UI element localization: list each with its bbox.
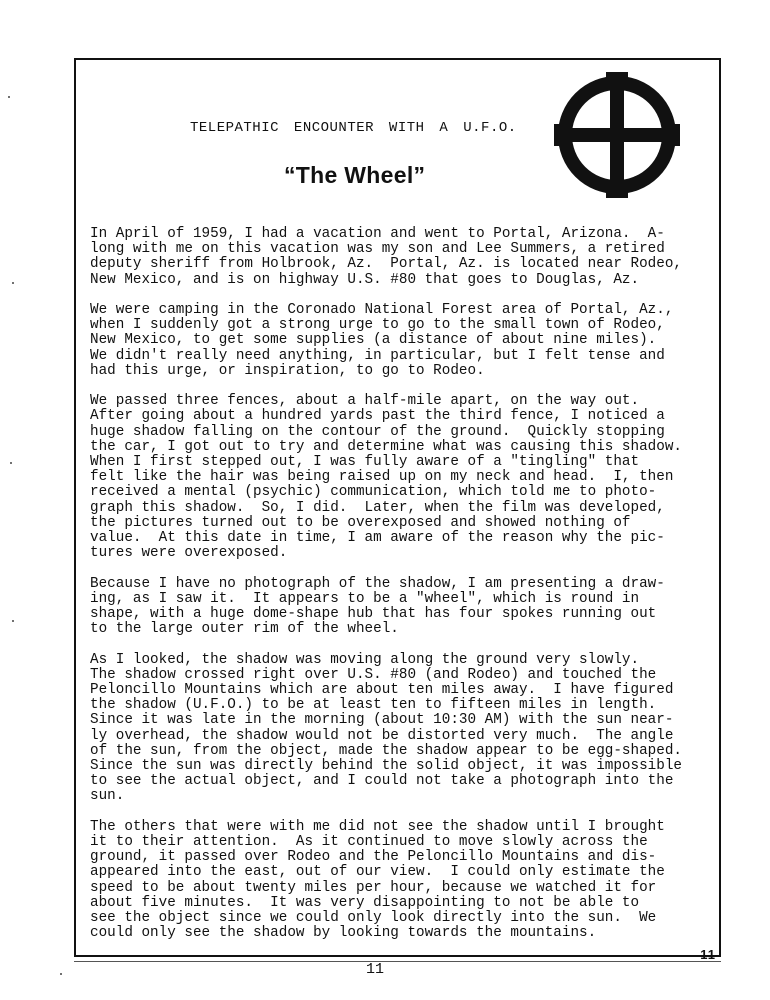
paragraph: As I looked, the shadow was moving along the ground very slowly. The shadow crossed right over U.S. #80 (and Rodeo) and touched the Peloncillo Mountains which are about ten miles away. I have figured the shadow (U.F.O.) to be at least ten to fifteen miles in length. Since it was late in the morning (about 10:30 AM) with the sun near- ly overhead, the shadow would not be distorted very much. The angle of the sun, from the object, made the shadow appear to be egg-shaped. Since the sun was directly behind the solid object, it was impossible to see the actual object, and I could not take a photograph into the sun.	[90, 651, 682, 805]
scan-speck	[60, 973, 62, 975]
scan-speck	[8, 96, 10, 98]
paragraph: The others that were with me did not see the shadow until I brought it to their attention. As it continued to move slowly across the ground, it passed over Rodeo and the Peloncillo Mountains and dis- appeared into the east, out of our view. I could only estimate the speed to be about twenty miles per hour, because we watched it for about five minutes. It was very disappointing to not be able to see the object since we could only look directly into the sun. We could only see the shadow by looking towards the mountains.	[90, 818, 665, 942]
paragraph: We were camping in the Coronado National Forest area of Portal, Az., when I suddenly got a strong urge to go to the small town of Rodeo, New Mexico, to get some supplies (a distance of about nine miles). We didn't really need anything, in particular, but I felt tense and had this urge, or inspiration, to go to Rodeo.	[90, 302, 674, 379]
article-title: “The Wheel”	[284, 162, 426, 188]
scan-speck	[12, 282, 14, 284]
paragraph: We passed three fences, about a half-mile apart, on the way out. After going about a hundred yards past the third fence, I noticed a huge shadow falling on the contour of the ground. Quickly stopping the car, I got out to try and determine what was causing this shadow. When I first stepped out, I was fully aware of a "tingling" that felt like the hair was being raised up on my neck and head. I, then received a mental (psychic) communication, which told me to photo- graph this shadow. So, I did. Later, when the film was developed, the pictures turned out to be overexposed and showed nothing of value. At this date in time, I am aware of the reason why the pic- tures were overexposed.	[90, 393, 682, 562]
article-kicker: TELEPATHIC ENCOUNTER WITH A U.F.O.	[190, 120, 517, 136]
scan-speck	[10, 462, 12, 464]
page-number-corner: 11	[700, 947, 716, 962]
paragraph: In April of 1959, I had a vacation and went to Portal, Arizona. A- long with me on this vacation was my son and Lee Summers, a retired deputy sheriff from Holbrook, Az. Portal, Az. is located near Rodeo, New Mexico, and is on highway U.S. #80 that goes to Douglas, Az.	[90, 226, 682, 288]
article-body	[90, 227, 720, 957]
scan-speck	[12, 620, 14, 622]
page-number-bottom: 11	[366, 961, 385, 978]
bottom-rule	[74, 961, 721, 962]
cross-in-circle-icon	[554, 72, 680, 198]
paragraph: Because I have no photograph of the shadow, I am presenting a draw- ing, as I saw it. It appears to be a "wheel", which is round in shape, with a huge dome-shape hub that has four spokes running out to the large outer rim of the wheel.	[90, 575, 665, 638]
